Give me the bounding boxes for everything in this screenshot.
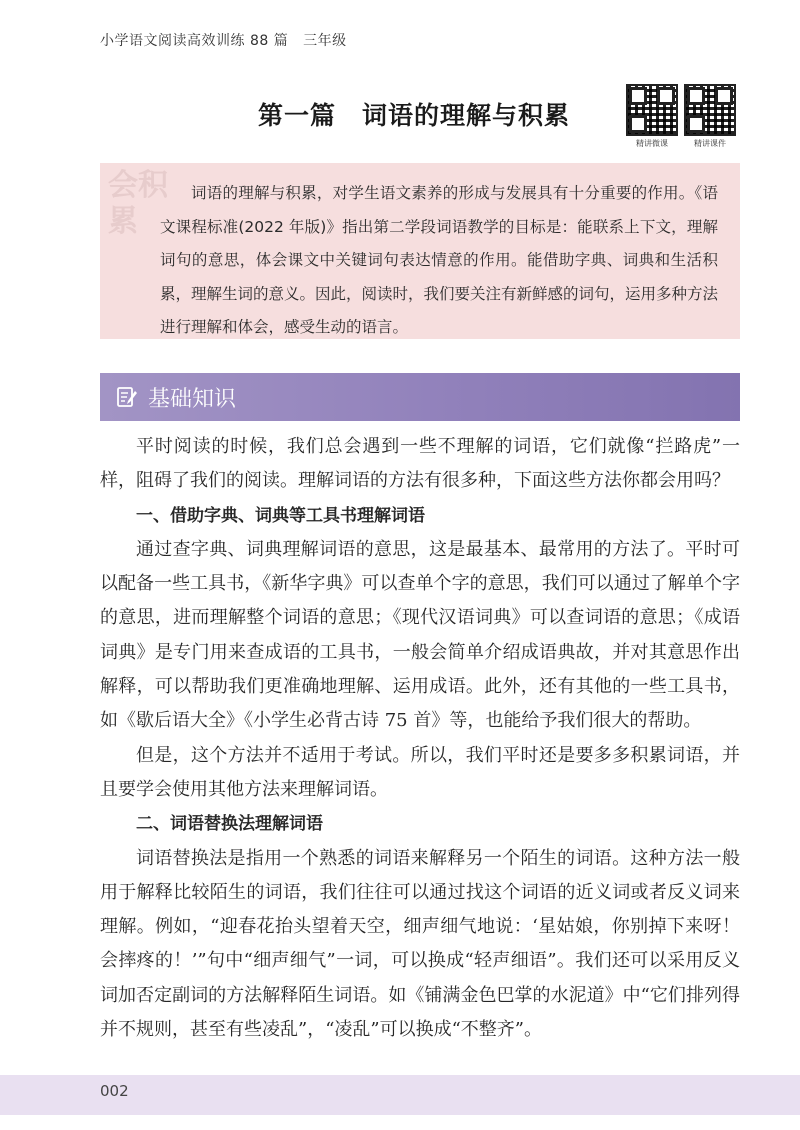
- section-header: [100, 373, 740, 421]
- running-header: [100, 30, 347, 50]
- paragraph: 平时阅读的时候，我们总会遇到一些不理解的词语，它们就像“拦路虎”一样，阻碍了我们的阅读。理解词语的方法有很多种，下面这些方法你都会用吗？: [100, 436, 740, 492]
- subheading: 二、词语替换法理解词语: [136, 814, 323, 835]
- intro-box: [100, 163, 740, 339]
- qr-code-icon: [684, 84, 736, 136]
- subheading: 一、借助字典、词典等工具书理解词语: [136, 505, 425, 526]
- qr-code-icon: [626, 84, 678, 136]
- qr-label: 精讲微课: [636, 139, 668, 148]
- intro-text: 词语的理解与积累，对学生语文素养的形成与发展具有十分重要的作用。《语文课程标准(2022 年版)》指出第二学段词语教学的目标是：能联系上下文，理解词句的意思，体会课文中关键词句表达情意的作用。能借助字典、词典和生活积累，理解生词的意义。因此，阅读时，我们要关注有新鲜感的词句，运用多种方法进行理解和体会，感受生动的语言。: [160, 184, 719, 336]
- notebook-pencil-icon: [116, 385, 138, 409]
- chapter-title: [258, 96, 570, 132]
- intro-watermark: 会积累: [108, 168, 168, 239]
- book-title: 小学语文阅读高效训练 88 篇: [100, 33, 289, 49]
- chapter-number: 第一篇: [258, 101, 337, 130]
- qr-code-group: [626, 84, 736, 149]
- qr-code-microlesson[interactable]: [626, 84, 678, 149]
- section-title: 基础知识: [148, 386, 237, 412]
- article-body: [100, 430, 740, 1047]
- paragraph: 通过查字典、词典理解词语的意思，这是最基本、最常用的方法了。平时可以配备一些工具书，《新华字典》可以查单个字的意思，我们可以通过了解单个字的意思，进而理解整个词语的意思；《现代汉语词典》可以查词语的意思；《成语词典》是专门用来查成语的工具书，一般会简单介绍成语典故，并对其意思作出解释，可以帮助我们更准确地理解、运用成语。此外，还有其他的一些工具书，如《歇后语大全》《小学生必背古诗 75 首》等，也能给予我们很大的帮助。: [100, 538, 740, 732]
- qr-label: 精讲课件: [694, 139, 726, 148]
- qr-code-courseware[interactable]: [684, 84, 736, 149]
- page-number: 002: [100, 1082, 129, 1100]
- grade-label: 三年级: [303, 33, 347, 49]
- paragraph: 词语替换法是指用一个熟悉的词语来解释另一个陌生的词语。这种方法一般用于解释比较陌生的词语，我们往往可以通过找这个词语的近义词或者反义词来理解。例如，“迎春花抬头望着天空，细声细气地说：‘星姑娘，你别掉下来呀！会摔疼的！’”句中“细声细气”一词，可以换成“轻声细语”。我们还可以采用反义词加否定副词的方法解释陌生词语。如《铺满金色巴掌的水泥道》中“它们排列得并不规则，甚至有些凌乱”，“凌乱”可以换成“不整齐”。: [100, 847, 740, 1041]
- chapter-name: 词语的理解与积累: [362, 101, 571, 130]
- paragraph: 但是，这个方法并不适用于考试。所以，我们平时还是要多多积累词语，并且要学会使用其他方法来理解词语。: [100, 744, 740, 800]
